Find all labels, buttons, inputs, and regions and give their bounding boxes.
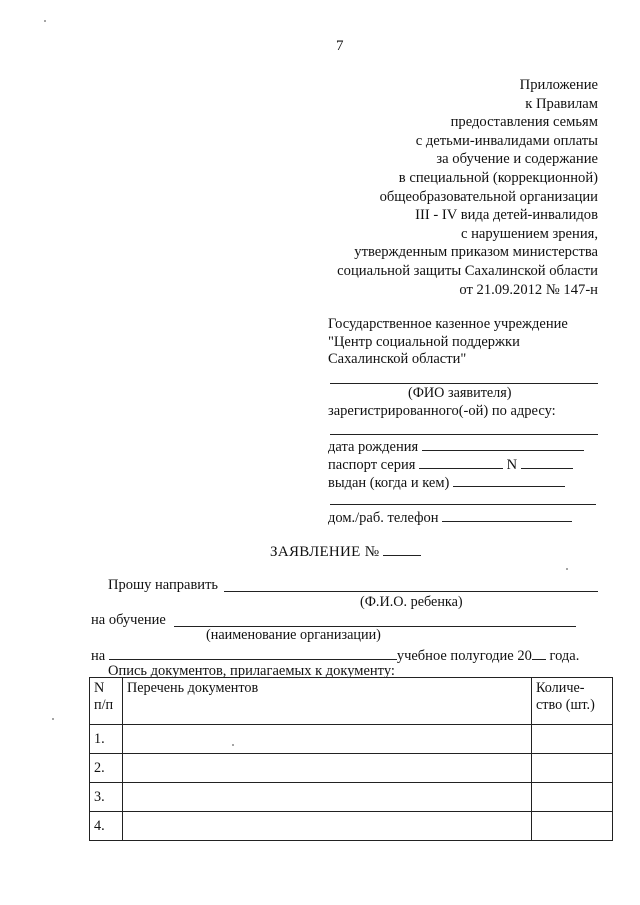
qty-header-line-1: Количе- [536, 680, 585, 696]
document-title [270, 543, 421, 561]
addressee-line-2: "Центр социальной поддержки [328, 334, 520, 350]
documents-table [89, 677, 613, 841]
birth-date-label: дата рождения [328, 439, 419, 455]
scan-speck [232, 744, 234, 746]
passport-row [328, 456, 573, 474]
passport-series-label: паспорт серия [328, 457, 416, 473]
qty-header [532, 678, 613, 725]
quantity-cell[interactable] [532, 812, 613, 841]
passport-number-field[interactable] [521, 456, 573, 469]
phone-label: дом./раб. телефон [328, 510, 439, 526]
qty-header-line-2: ство (шт.) [536, 697, 595, 713]
birth-date-field[interactable] [422, 438, 584, 451]
annex-line: Приложение [519, 77, 598, 93]
application-number-field[interactable] [383, 543, 421, 556]
row-number: 4. [90, 812, 123, 841]
scan-speck [44, 20, 46, 22]
table-row [90, 754, 613, 783]
row-number: 1. [90, 725, 123, 754]
docs-header: Перечень документов [123, 678, 532, 725]
scan-speck [566, 568, 568, 570]
annex-line: от 21.09.2012 № 147-н [459, 281, 598, 298]
row-number: 2. [90, 754, 123, 783]
issued-row [328, 474, 565, 492]
table-header-row [90, 678, 613, 725]
annex-line: с нарушением зрения, [460, 225, 598, 242]
addressee-line-3: Сахалинской области" [328, 351, 467, 367]
applicant-fio-field[interactable] [330, 383, 598, 384]
annex-line: к Правилам [525, 95, 598, 112]
annex-line: в специальной (коррекционной) [398, 169, 598, 186]
annex-line: с детьми-инвалидами оплаты [415, 132, 598, 149]
issued-by-field-continued[interactable] [330, 504, 596, 505]
on-label: на [91, 648, 106, 664]
row-number: 3. [90, 783, 123, 812]
table-row [90, 812, 613, 841]
registered-address-label: зарегистрированного(-ой) по адресу: [328, 403, 556, 419]
year-label: года. [549, 648, 580, 664]
annex-line: III - IV вида детей-инвалидов [415, 207, 598, 224]
passport-number-label: N [506, 457, 518, 473]
child-name-caption: (Ф.И.О. ребенка) [360, 594, 463, 610]
annex-line: за обучение и содержание [436, 151, 598, 168]
annex-line: социальной защиты Сахалинской области [337, 262, 598, 279]
document-name-cell[interactable] [123, 812, 532, 841]
period-field[interactable] [109, 647, 397, 660]
document-name-cell[interactable] [123, 783, 532, 812]
quantity-cell[interactable] [532, 754, 613, 783]
request-label: Прошу направить [108, 577, 219, 593]
table-row [90, 783, 613, 812]
organization-caption: (наименование организации) [206, 627, 381, 643]
semester-label: учебное полугодие 20 [396, 648, 532, 664]
scan-speck [52, 718, 54, 720]
quantity-cell[interactable] [532, 783, 613, 812]
annex-line: утвержденным приказом министерства [354, 244, 598, 261]
num-header-line-1: N [94, 680, 105, 696]
addressee-line-1: Государственное казенное учреждение [328, 316, 568, 332]
document-name-cell[interactable] [123, 754, 532, 783]
issued-by-label: выдан (когда и кем) [328, 475, 450, 491]
annex-line: предоставления семьям [450, 114, 598, 131]
address-field[interactable] [330, 434, 598, 435]
quantity-cell[interactable] [532, 725, 613, 754]
training-label: на обучение [91, 612, 166, 628]
annex-line: общеобразовательной организации [379, 188, 598, 205]
birth-date-row [328, 438, 584, 456]
page-number: 7 [336, 38, 344, 54]
phone-field[interactable] [442, 509, 572, 522]
year-field[interactable] [532, 647, 546, 660]
phone-row [328, 509, 572, 527]
num-header-line-2: п/п [94, 697, 114, 713]
annex-block [337, 76, 598, 299]
num-header [90, 678, 123, 725]
issued-by-field[interactable] [453, 474, 565, 487]
passport-series-field[interactable] [419, 456, 503, 469]
applicant-fio-caption: (ФИО заявителя) [408, 385, 512, 401]
child-name-field[interactable] [224, 591, 598, 592]
document-name-cell[interactable] [123, 725, 532, 754]
table-row [90, 725, 613, 754]
inventory-label: Опись документов, прилагаемых к документу: [108, 663, 395, 679]
title-text: ЗАЯВЛЕНИЕ № [270, 544, 380, 560]
